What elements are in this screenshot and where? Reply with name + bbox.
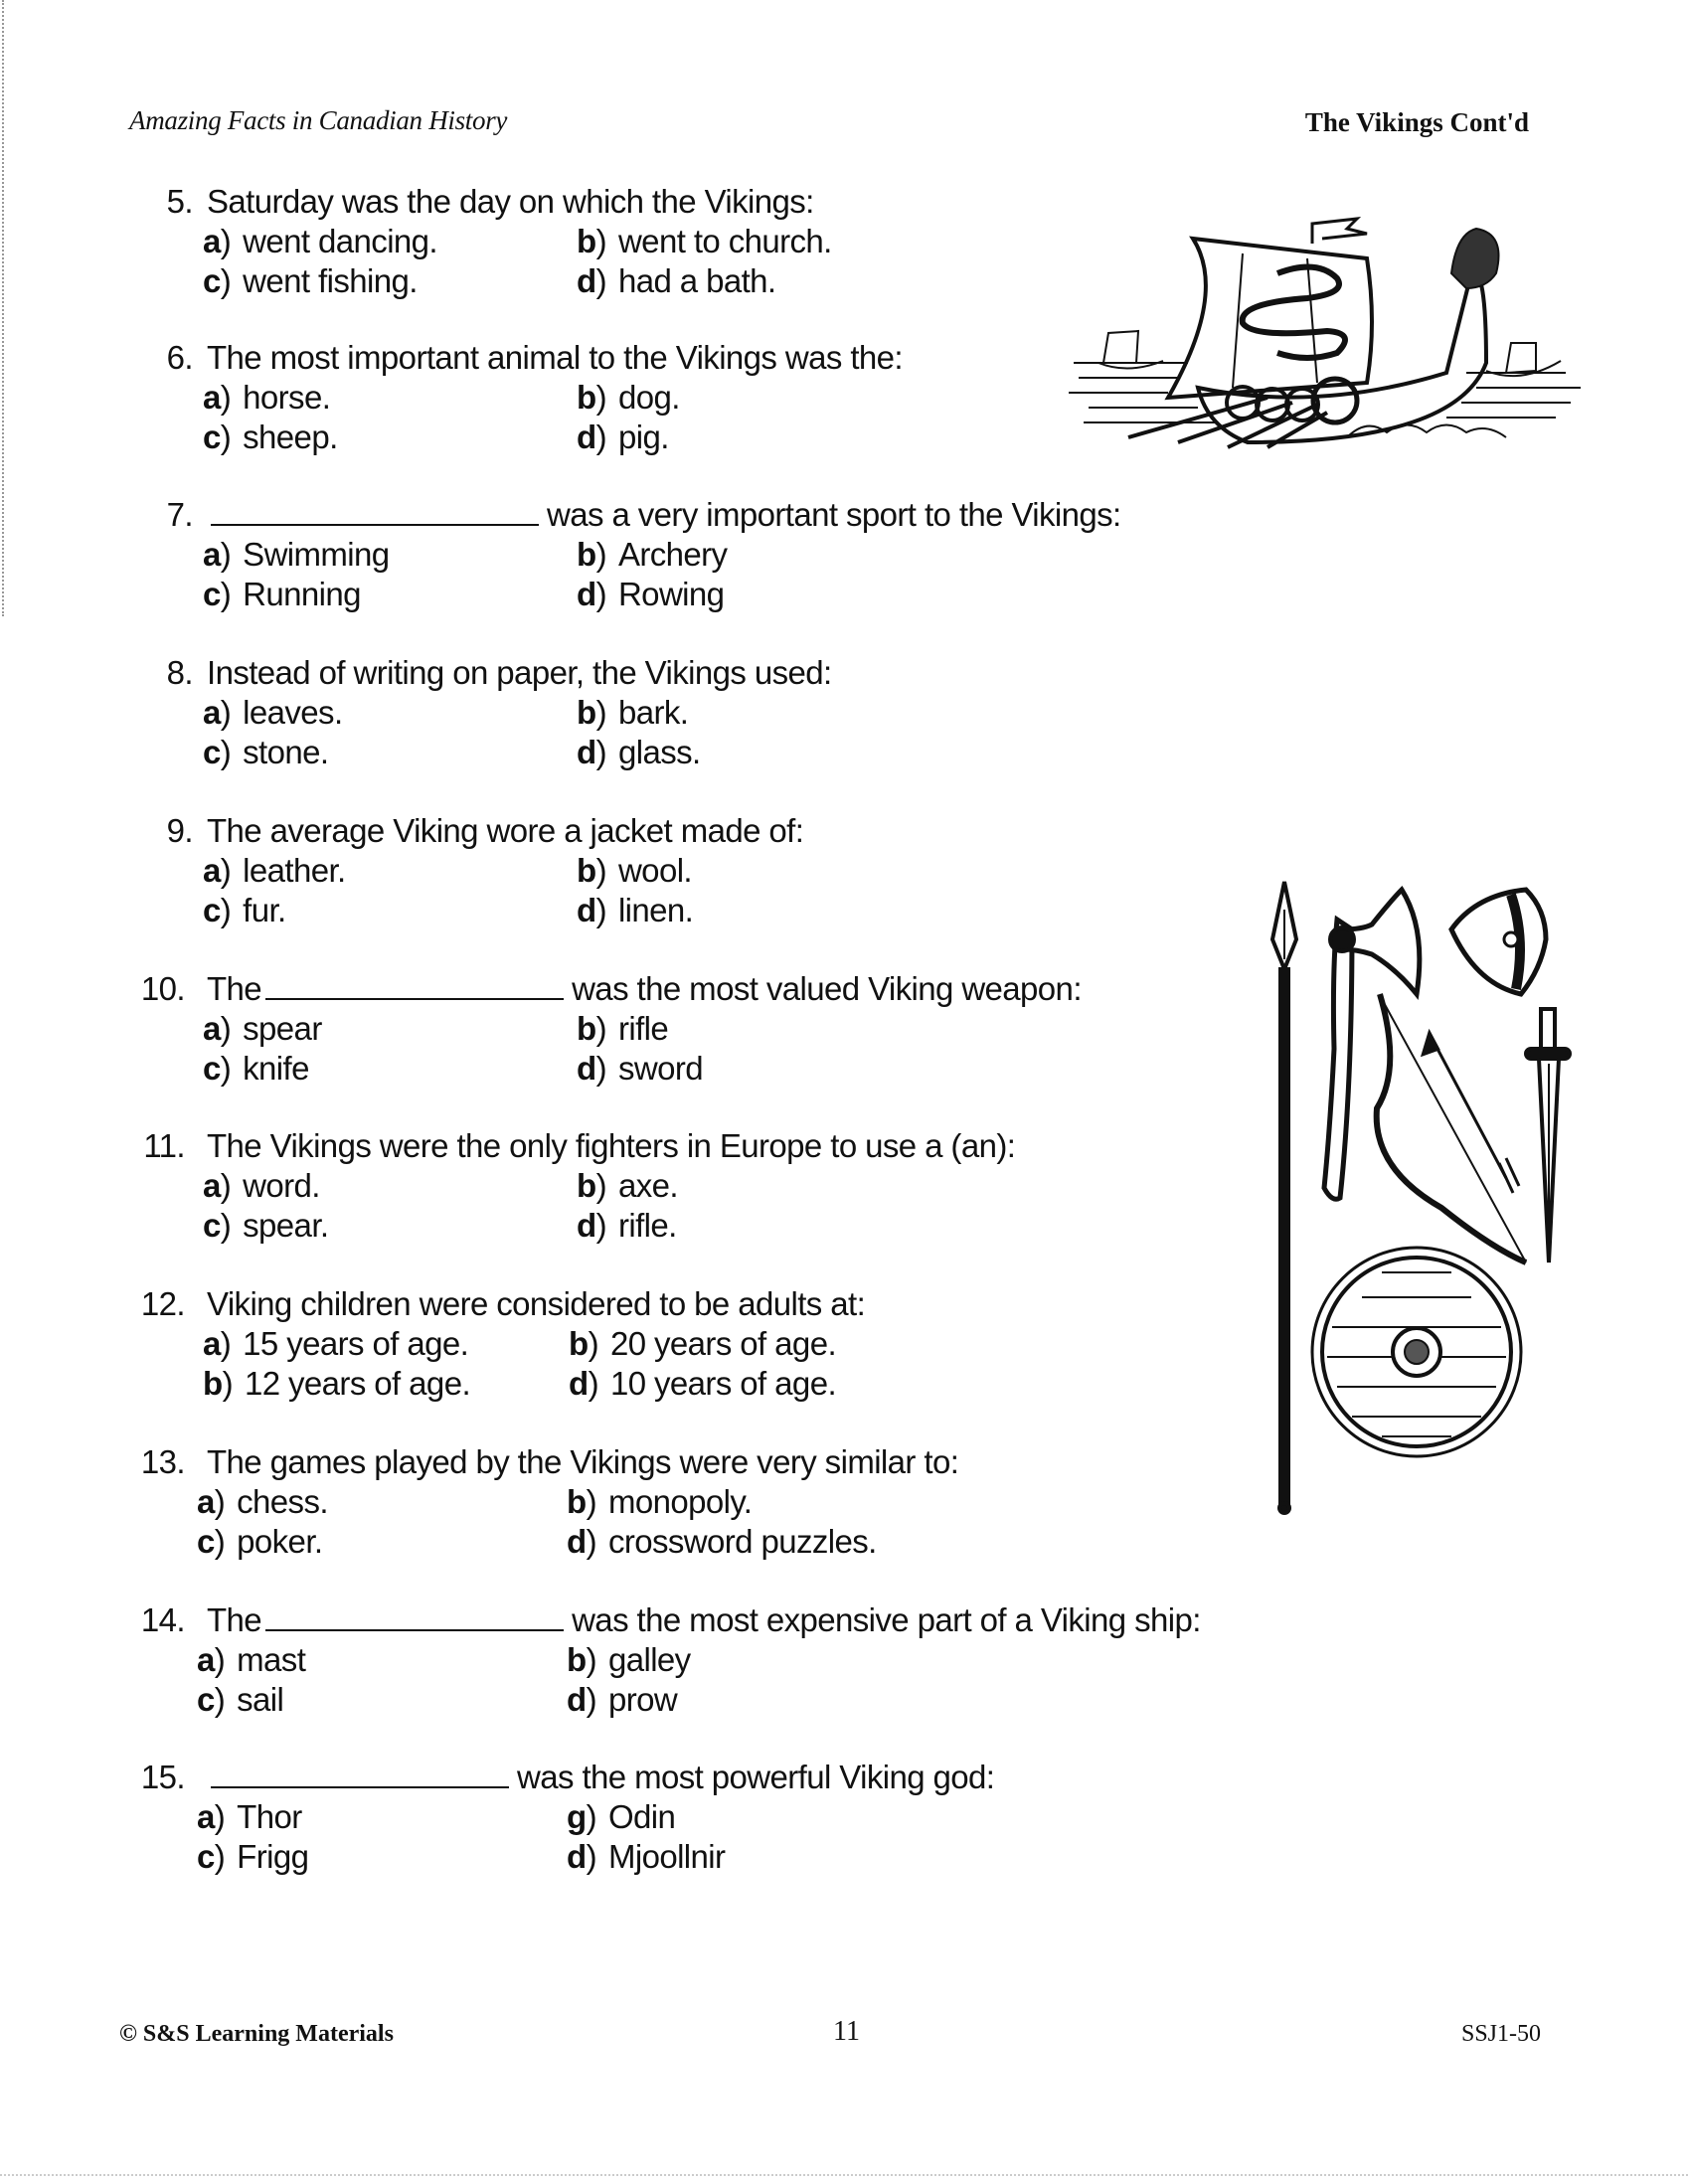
page-number: 11 [833,2016,860,2047]
question-number: 12. [140,1285,185,1322]
option-b[interactable]: b) bark. [577,694,689,731]
question-prompt: The Vikings were the only fighters in Europe to use a (an): [207,1127,1016,1164]
option-a[interactable]: a) went dancing. [203,223,437,259]
option-a[interactable]: a) horse. [203,379,331,416]
question-11 [129,1126,1322,1246]
option-c[interactable]: c) fur. [203,892,286,928]
option-c[interactable]: c) went fishing. [203,262,418,299]
question-number: 9. [166,812,193,849]
copyright: © S&S Learning Materials [119,2021,394,2047]
option-d[interactable]: d) rifle. [577,1207,677,1244]
option-b[interactable]: b) rifle [577,1010,669,1047]
viking-weapons-icon [1263,870,1591,1521]
scan-bottom-artifact [0,2172,1688,2176]
option-a[interactable]: a) word. [203,1167,320,1204]
question-number: 15. [140,1759,185,1795]
option-a[interactable]: a) 15 years of age. [203,1325,469,1362]
question-prompt: Viking children were considered to be adults at: [207,1285,866,1322]
answer-blank[interactable] [265,998,564,1000]
option-c[interactable]: c) knife [203,1050,309,1087]
option-d[interactable]: d) linen. [577,892,694,928]
question-prompt: was the most expensive part of a Viking ship: [572,1601,1201,1638]
question-number: 6. [166,339,193,376]
option-a[interactable]: a) Thor [197,1798,302,1835]
option-b[interactable]: b) Archery [577,536,728,573]
option-a[interactable]: a) leaves. [203,694,343,731]
question-7 [129,495,1322,614]
option-d[interactable]: d) prow [567,1681,678,1718]
section-title: The Vikings Cont'd [1304,107,1529,137]
option-a[interactable]: a) leather. [203,852,346,889]
book-title: Amazing Facts in Canadian History [129,105,508,135]
question-number: 14. [140,1601,185,1638]
question-prompt: The most important animal to the Vikings was the: [207,339,904,376]
option-b[interactable]: b) monopoly. [567,1483,753,1520]
scan-edge-artifact [2,0,6,616]
question-number: 11. [143,1127,185,1164]
question-12 [129,1284,1322,1404]
option-c[interactable]: c) spear. [203,1207,329,1244]
question-8 [129,653,1322,772]
question-number: 7. [166,496,193,533]
question-number: 5. [166,183,193,220]
question-number: 8. [166,654,193,691]
option-c[interactable]: c) sheep. [203,419,338,455]
option-b[interactable]: b) dog. [577,379,680,416]
question-prompt: The games played by the Vikings were very similar to: [207,1443,959,1480]
option-a[interactable]: a) Swimming [203,536,390,573]
option-b[interactable]: b) 20 years of age. [569,1325,837,1362]
option-a[interactable]: a) mast [197,1641,306,1678]
option-d[interactable]: d) Mjoollnir [567,1838,726,1875]
question-number: 10. [140,970,185,1007]
question-9 [129,811,1322,930]
question-13 [129,1442,1322,1562]
option-b[interactable]: b) axe. [577,1167,678,1204]
option-b[interactable]: b) galley [567,1641,691,1678]
question-prompt: Instead of writing on paper, the Vikings used: [207,654,832,691]
question-prompt: The average Viking wore a jacket made of: [207,812,804,849]
option-c[interactable]: c) sail [197,1681,284,1718]
question-prompt: was the most valued Viking weapon: [572,970,1082,1007]
option-c[interactable]: c) Frigg [197,1838,309,1875]
option-d[interactable]: d) glass. [577,734,701,770]
question-prompt: was the most powerful Viking god: [517,1759,995,1795]
option-d[interactable]: d) crossword puzzles. [567,1523,877,1560]
answer-blank[interactable] [265,1629,564,1631]
option-b[interactable]: b) went to church. [577,223,832,259]
question-number: 13. [140,1443,185,1480]
answer-blank[interactable] [211,524,539,526]
option-a[interactable]: a) chess. [197,1483,328,1520]
question-prompt: was a very important sport to the Vikings: [547,496,1121,533]
option-c[interactable]: c) Running [203,576,361,612]
option-g[interactable]: g) Odin [567,1798,676,1835]
answer-blank[interactable] [211,1786,509,1788]
viking-longship-icon [1069,214,1586,452]
option-d[interactable]: d) had a bath. [577,262,776,299]
option-c[interactable]: c) poker. [197,1523,323,1560]
product-code: SSJ1-50 [1460,2021,1541,2047]
question-15 [129,1758,1322,1877]
question-10: 10. The was the most valued Viking weapon: a) spear b) rifle c) knife d) sword [129,969,1322,1089]
option-b-second[interactable]: b) 12 years of age. [203,1365,471,1402]
option-b[interactable]: b) wool. [577,852,692,889]
question-14: 14. The was the most expensive part of a Viking ship: a) mast b) galley c) sail d) prow [129,1600,1322,1720]
option-a[interactable]: a) spear [203,1010,322,1047]
option-d[interactable]: d) sword [577,1050,703,1087]
question-prompt: Saturday was the day on which the Vikings: [207,183,814,220]
option-d[interactable]: d) Rowing [577,576,725,612]
option-d[interactable]: d) 10 years of age. [569,1365,837,1402]
option-d[interactable]: d) pig. [577,419,669,455]
option-c[interactable]: c) stone. [203,734,329,770]
